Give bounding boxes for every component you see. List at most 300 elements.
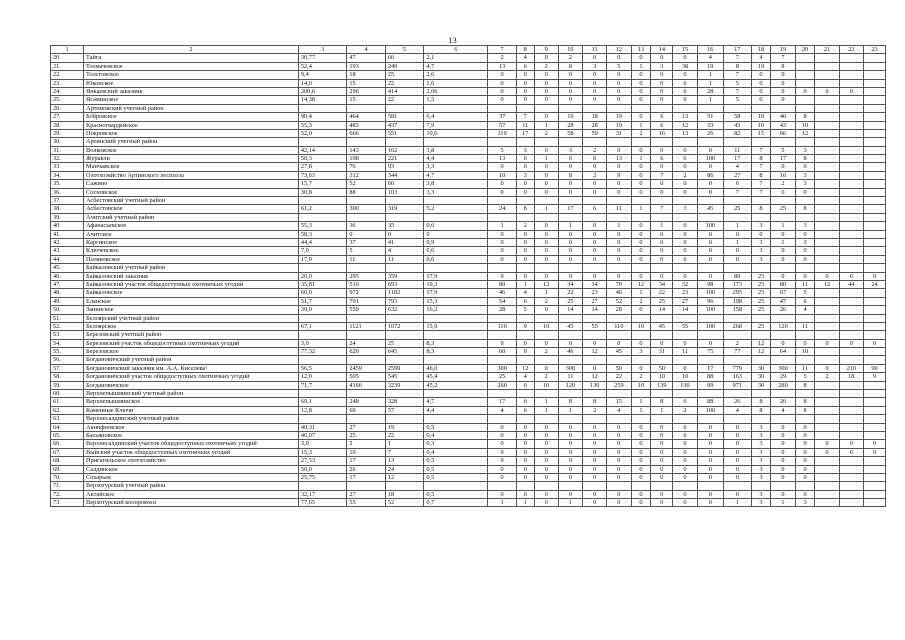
value-cell: 0 xyxy=(516,87,534,95)
value-cell xyxy=(815,415,839,423)
value-cell xyxy=(673,482,697,490)
value-cell: 2 xyxy=(558,54,582,62)
value-cell: 0 xyxy=(697,255,723,263)
value-cell: 15,7 xyxy=(298,180,346,188)
value-cell: 89 xyxy=(724,272,752,280)
value-cell: 6 xyxy=(673,398,697,406)
value-cell xyxy=(298,213,346,221)
value-cell: 0 xyxy=(558,87,582,95)
district-name-cell: Богдановичский учетный район xyxy=(84,356,299,364)
value-cell: 5 xyxy=(607,62,631,70)
value-cell: 0 xyxy=(583,364,607,372)
table-row xyxy=(51,457,886,465)
value-cell: 27 xyxy=(724,171,752,179)
value-cell: 13 xyxy=(385,457,424,465)
value-cell: 34 xyxy=(558,280,582,288)
value-cell: 1 xyxy=(724,222,752,230)
value-cell xyxy=(673,415,697,423)
value-cell: 28 xyxy=(558,121,582,129)
column-number-cell: 2 xyxy=(84,46,299,54)
value-cell: 0 xyxy=(771,230,795,238)
value-cell: 0 xyxy=(651,457,673,465)
column-number-cell: 14 xyxy=(651,46,673,54)
value-cell: 464 xyxy=(347,113,386,121)
value-cell: 10 xyxy=(673,373,697,381)
value-cell: 0 xyxy=(558,457,582,465)
value-cell: 8 xyxy=(795,113,815,121)
value-cell: 414 xyxy=(385,87,424,95)
value-cell: 88 xyxy=(697,373,723,381)
value-cell: 3 xyxy=(631,348,651,356)
value-cell xyxy=(815,406,839,414)
value-cell xyxy=(558,356,582,364)
value-cell: 1182 xyxy=(385,289,424,297)
value-cell xyxy=(298,138,346,146)
value-cell: 14 xyxy=(673,306,697,314)
value-cell: 66 xyxy=(771,129,795,137)
value-cell: 2 xyxy=(583,171,607,179)
value-cell: 2,06 xyxy=(424,87,488,95)
value-cell: 0 xyxy=(516,465,534,473)
value-cell: 3,8 xyxy=(424,180,488,188)
value-cell: 0 xyxy=(771,71,795,79)
row-number-cell: 68. xyxy=(51,457,84,465)
value-cell: 0 xyxy=(651,54,673,62)
value-cell: 130 xyxy=(673,381,697,389)
value-cell: 0,3 xyxy=(424,440,488,448)
value-cell xyxy=(424,331,488,339)
value-cell: 4 xyxy=(795,306,815,314)
value-cell: 1 xyxy=(631,155,651,163)
value-cell xyxy=(839,79,863,87)
value-cell: 0 xyxy=(839,272,863,280)
value-cell: 32,17 xyxy=(298,490,346,498)
value-cell xyxy=(385,356,424,364)
value-cell xyxy=(795,138,815,146)
value-cell: 25 xyxy=(751,322,771,330)
value-cell: 3 xyxy=(751,465,771,473)
value-cell: 46,07 xyxy=(298,431,346,439)
value-cell: 42,14 xyxy=(298,146,346,154)
value-cell: 0 xyxy=(673,54,697,62)
value-cell: 8 xyxy=(724,62,752,70)
value-cell: 162 xyxy=(385,146,424,154)
value-cell: 38 xyxy=(673,62,697,70)
value-cell xyxy=(651,390,673,398)
hunting-ground-name-cell: Выйский участок общедоступных охотничьих угодий xyxy=(84,448,299,456)
value-cell: 7 xyxy=(724,188,752,196)
value-cell: 0 xyxy=(673,272,697,280)
value-cell: 26 xyxy=(697,129,723,137)
value-cell xyxy=(863,482,885,490)
value-cell: 8 xyxy=(558,398,582,406)
value-cell: 10 xyxy=(631,322,651,330)
value-cell xyxy=(424,482,488,490)
value-cell: 0,6 xyxy=(424,247,488,255)
table-row xyxy=(51,255,886,263)
table-row xyxy=(51,230,886,238)
value-cell: 1 xyxy=(534,289,558,297)
value-cell: 5 xyxy=(724,79,752,87)
value-cell: 13 xyxy=(607,155,631,163)
value-cell: 3 xyxy=(583,62,607,70)
value-cell: 100 xyxy=(697,306,723,314)
value-cell: 1 xyxy=(771,222,795,230)
value-cell xyxy=(631,138,651,146)
value-cell xyxy=(815,213,839,221)
value-cell xyxy=(516,264,534,272)
value-cell: 0,5 xyxy=(424,457,488,465)
value-cell: 6 xyxy=(558,155,582,163)
table-row xyxy=(51,146,886,154)
column-number-cell: 11 xyxy=(583,46,607,54)
value-cell: 344 xyxy=(385,171,424,179)
value-cell xyxy=(697,356,723,364)
row-number-cell: 47. xyxy=(51,280,84,288)
value-cell: 0 xyxy=(651,499,673,507)
value-cell xyxy=(673,356,697,364)
value-cell: 300 xyxy=(347,205,386,213)
value-cell: 0 xyxy=(863,272,885,280)
row-number-cell: 56. xyxy=(51,356,84,364)
value-cell xyxy=(815,247,839,255)
value-cell xyxy=(863,213,885,221)
value-cell: 7 xyxy=(385,448,424,456)
column-number-cell: 18 xyxy=(751,46,771,54)
value-cell: 0 xyxy=(607,54,631,62)
value-cell: 0 xyxy=(724,230,752,238)
value-cell xyxy=(771,104,795,112)
value-cell: 110 xyxy=(488,322,517,330)
value-cell: 0 xyxy=(488,188,517,196)
value-cell xyxy=(385,138,424,146)
value-cell: 24 xyxy=(385,465,424,473)
value-cell: 0 xyxy=(607,180,631,188)
value-cell: 3 xyxy=(516,171,534,179)
value-cell: 103 xyxy=(385,188,424,196)
value-cell: 58,3 xyxy=(298,230,346,238)
row-number-cell: 40. xyxy=(51,222,84,230)
column-number-cell: 8 xyxy=(516,46,534,54)
value-cell: 28 xyxy=(697,87,723,95)
value-cell: 0 xyxy=(697,247,723,255)
value-cell xyxy=(771,197,795,205)
value-cell: 0 xyxy=(651,180,673,188)
value-cell: 67 xyxy=(771,289,795,297)
value-cell: 30 xyxy=(751,381,771,389)
value-cell: 46 xyxy=(771,113,795,121)
value-cell: 0 xyxy=(488,71,517,79)
table-row xyxy=(51,431,886,439)
value-cell: 0 xyxy=(558,448,582,456)
value-cell xyxy=(558,197,582,205)
value-cell: 158 xyxy=(724,306,752,314)
value-cell xyxy=(839,348,863,356)
value-cell: 0 xyxy=(488,473,517,481)
row-number-cell: 30. xyxy=(51,138,84,146)
value-cell xyxy=(697,264,723,272)
value-cell: 0 xyxy=(516,188,534,196)
value-cell: 3 xyxy=(751,255,771,263)
value-cell: 7,9 xyxy=(424,121,488,129)
value-cell: 0 xyxy=(751,87,771,95)
value-cell: 1 xyxy=(558,406,582,414)
value-cell: 27 xyxy=(673,297,697,305)
value-cell: 0 xyxy=(771,163,795,171)
value-cell: 0 xyxy=(583,180,607,188)
value-cell xyxy=(863,188,885,196)
value-cell: 0 xyxy=(631,423,651,431)
value-cell xyxy=(863,314,885,322)
value-cell: 0 xyxy=(534,87,558,95)
value-cell: 6 xyxy=(651,155,673,163)
value-cell xyxy=(863,79,885,87)
value-cell: 0 xyxy=(673,79,697,87)
value-cell xyxy=(839,197,863,205)
value-cell xyxy=(516,314,534,322)
row-number-cell: 24. xyxy=(51,87,84,95)
value-cell: 0 xyxy=(631,163,651,171)
value-cell: 2 xyxy=(631,297,651,305)
value-cell: 0 xyxy=(583,87,607,95)
value-cell: 3 xyxy=(751,423,771,431)
value-cell: 0 xyxy=(673,431,697,439)
value-cell: 0 xyxy=(631,146,651,154)
value-cell: 12 xyxy=(385,473,424,481)
value-cell: 6 xyxy=(583,205,607,213)
value-cell: 120 xyxy=(771,322,795,330)
value-cell: 99 xyxy=(697,381,723,389)
value-cell: 70 xyxy=(607,280,631,288)
value-cell xyxy=(771,314,795,322)
table-row xyxy=(51,499,886,507)
value-cell: 66 xyxy=(385,54,424,62)
table-row xyxy=(51,54,886,62)
value-cell: 14,0 xyxy=(298,79,346,87)
value-cell xyxy=(839,356,863,364)
table-row xyxy=(51,348,886,356)
value-cell: 0 xyxy=(697,490,723,498)
value-cell: 61,2 xyxy=(298,205,346,213)
value-cell: 0 xyxy=(534,113,558,121)
value-cell xyxy=(516,104,534,112)
value-cell xyxy=(298,390,346,398)
value-cell: 1 xyxy=(488,222,517,230)
value-cell: 516 xyxy=(347,280,386,288)
value-cell xyxy=(839,473,863,481)
value-cell xyxy=(815,238,839,246)
row-number-cell: 31. xyxy=(51,146,84,154)
value-cell: 139 xyxy=(651,381,673,389)
value-cell: 0 xyxy=(697,339,723,347)
value-cell: 0 xyxy=(558,255,582,263)
table-row xyxy=(51,180,886,188)
value-cell: 0 xyxy=(631,230,651,238)
row-number-cell: 29. xyxy=(51,129,84,137)
table-row xyxy=(51,440,886,448)
value-cell: 0 xyxy=(516,473,534,481)
value-cell: 0 xyxy=(631,448,651,456)
value-cell: 0 xyxy=(558,339,582,347)
value-cell: 3 xyxy=(751,457,771,465)
value-cell xyxy=(558,331,582,339)
table-row xyxy=(51,247,886,255)
value-cell: 5 xyxy=(516,306,534,314)
value-cell: 0 xyxy=(583,79,607,87)
value-cell: 7 xyxy=(751,188,771,196)
table-row xyxy=(51,373,886,381)
value-cell: 77,65 xyxy=(298,499,346,507)
value-cell: 0 xyxy=(651,339,673,347)
row-number-cell: 20. xyxy=(51,54,84,62)
value-cell xyxy=(815,54,839,62)
value-cell xyxy=(347,314,386,322)
value-cell: 0 xyxy=(631,222,651,230)
value-cell: 0 xyxy=(534,448,558,456)
value-cell: 4 xyxy=(771,406,795,414)
value-cell: 0 xyxy=(839,339,863,347)
value-cell: 0 xyxy=(673,364,697,372)
value-cell: 0 xyxy=(516,79,534,87)
value-cell: 12 xyxy=(516,364,534,372)
value-cell: 10 xyxy=(534,381,558,389)
value-cell: 3239 xyxy=(385,381,424,389)
value-cell: 17 xyxy=(488,398,517,406)
row-number-cell: 42. xyxy=(51,238,84,246)
value-cell xyxy=(815,129,839,137)
value-cell: 25 xyxy=(347,431,386,439)
table-row xyxy=(51,381,886,389)
value-cell: 1072 xyxy=(385,322,424,330)
value-cell: 0 xyxy=(673,222,697,230)
value-cell xyxy=(839,205,863,213)
value-cell xyxy=(347,264,386,272)
value-cell: 15 xyxy=(347,96,386,104)
column-number-cell: 20 xyxy=(795,46,815,54)
row-number-cell: 36. xyxy=(51,188,84,196)
value-cell: 51,7 xyxy=(298,297,346,305)
value-cell xyxy=(863,356,885,364)
value-cell: 8 xyxy=(795,381,815,389)
hunting-ground-name-cell: Байкаловское xyxy=(84,289,299,297)
value-cell xyxy=(558,264,582,272)
value-cell xyxy=(583,482,607,490)
value-cell: 0 xyxy=(534,71,558,79)
value-cell: 3,3 xyxy=(424,188,488,196)
value-cell: 0 xyxy=(488,96,517,104)
value-cell: 1 xyxy=(697,71,723,79)
value-cell: 12 xyxy=(815,280,839,288)
value-cell: 0 xyxy=(771,457,795,465)
value-cell xyxy=(534,104,558,112)
value-cell: 0 xyxy=(534,473,558,481)
value-cell xyxy=(724,213,752,221)
value-cell: 0 xyxy=(534,79,558,87)
value-cell xyxy=(607,482,631,490)
value-cell: 28 xyxy=(607,306,631,314)
value-cell: 9,4 xyxy=(298,71,346,79)
value-cell xyxy=(558,104,582,112)
value-cell: 50,0 xyxy=(298,465,346,473)
value-cell xyxy=(815,390,839,398)
column-number-cell: 13 xyxy=(631,46,651,54)
hunting-ground-name-cell: Верхотурский коопромхоз xyxy=(84,499,299,507)
value-cell xyxy=(863,255,885,263)
value-cell: 0 xyxy=(583,457,607,465)
value-cell: 130 xyxy=(583,381,607,389)
value-cell: 27 xyxy=(583,297,607,305)
value-cell: 0 xyxy=(724,457,752,465)
value-cell xyxy=(583,104,607,112)
value-cell xyxy=(863,238,885,246)
value-cell: 0 xyxy=(673,163,697,171)
value-cell: 0 xyxy=(673,473,697,481)
value-cell: 36 xyxy=(347,222,386,230)
value-cell: 6 xyxy=(516,297,534,305)
value-cell: 15,3 xyxy=(424,297,488,305)
value-cell xyxy=(815,264,839,272)
value-cell: 0 xyxy=(488,457,517,465)
value-cell: 9 xyxy=(516,348,534,356)
value-cell: 0 xyxy=(651,440,673,448)
value-cell: 0 xyxy=(583,188,607,196)
value-cell: 0 xyxy=(607,71,631,79)
value-cell xyxy=(385,314,424,322)
value-cell xyxy=(651,482,673,490)
value-cell xyxy=(558,390,582,398)
value-cell: 296 xyxy=(347,87,386,95)
column-number-cell: 9 xyxy=(534,46,558,54)
value-cell: 0 xyxy=(724,448,752,456)
value-cell xyxy=(815,314,839,322)
value-cell xyxy=(534,138,558,146)
value-cell: 0 xyxy=(583,431,607,439)
value-cell: 1 xyxy=(631,398,651,406)
value-cell: 0 xyxy=(771,339,795,347)
value-cell: 1121 xyxy=(347,322,386,330)
value-cell: 295 xyxy=(347,272,386,280)
value-cell xyxy=(815,121,839,129)
value-cell: 0 xyxy=(673,339,697,347)
value-cell: 3 xyxy=(751,222,771,230)
hunting-ground-name-cell: Басьяновское xyxy=(84,431,299,439)
value-cell: 0 xyxy=(771,87,795,95)
value-cell: 0 xyxy=(651,272,673,280)
value-cell xyxy=(839,457,863,465)
value-cell xyxy=(863,155,885,163)
value-cell: 0 xyxy=(534,188,558,196)
value-cell: 1 xyxy=(697,96,723,104)
value-cell: 2,1 xyxy=(424,54,488,62)
value-cell: 0 xyxy=(673,146,697,154)
value-cell: 26 xyxy=(771,306,795,314)
value-cell: 30 xyxy=(751,373,771,381)
value-cell xyxy=(651,197,673,205)
value-cell xyxy=(631,197,651,205)
value-cell: 1 xyxy=(724,499,752,507)
value-cell: 0 xyxy=(651,87,673,95)
table-row xyxy=(51,79,886,87)
row-number-cell: 69. xyxy=(51,465,84,473)
value-cell xyxy=(863,473,885,481)
value-cell xyxy=(724,197,752,205)
value-cell xyxy=(607,415,631,423)
value-cell xyxy=(815,457,839,465)
value-cell xyxy=(724,356,752,364)
value-cell: 13 xyxy=(673,129,697,137)
value-cell: 1 xyxy=(651,406,673,414)
value-cell xyxy=(631,213,651,221)
